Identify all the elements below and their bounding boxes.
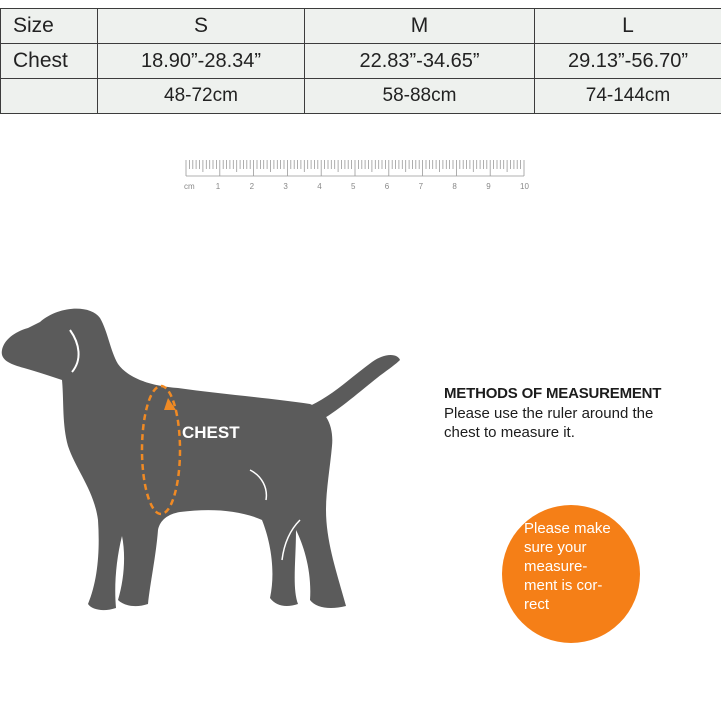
dog-body	[2, 309, 400, 610]
chest-row-label: Chest	[1, 44, 98, 79]
ruler-number-labels	[216, 182, 530, 191]
reminder-line: measure-	[524, 558, 588, 575]
ruler-unit-label: cm	[184, 182, 195, 191]
chest-label: CHEST	[182, 423, 240, 442]
measurement-instructions	[444, 385, 714, 442]
reminder-badge	[502, 505, 640, 643]
chest-cm-row	[1, 79, 721, 114]
chest-inches-m: 22.83”-34.65”	[305, 44, 535, 79]
reminder-line: sure your	[524, 539, 587, 556]
reminder-text	[524, 519, 632, 614]
methods-body	[444, 404, 714, 442]
empty-cell	[1, 79, 98, 114]
size-l-header: L	[535, 9, 721, 44]
chest-cm-l: 74-144cm	[535, 79, 721, 114]
chest-cm-s: 48-72cm	[98, 79, 305, 114]
reminder-line: rect	[524, 596, 550, 613]
ruler-label: 3	[283, 182, 288, 191]
chest-inches-row	[1, 44, 721, 79]
methods-line: Please use the ruler around the	[444, 405, 654, 422]
size-chart-table	[0, 8, 721, 114]
ruler-label: 5	[351, 182, 356, 191]
ruler-label: 4	[317, 182, 322, 191]
size-m-header: M	[305, 9, 535, 44]
ruler-label: 1	[215, 182, 221, 191]
chest-inches-l: 29.13”-56.70”	[535, 44, 721, 79]
ruler-label: 10	[520, 182, 529, 191]
size-header-row	[1, 9, 721, 44]
ruler-graphic	[184, 158, 544, 194]
reminder-line: ment is cor-	[524, 577, 603, 594]
ruler-label: 9	[486, 182, 491, 191]
ruler-label: 8	[452, 182, 457, 191]
size-header-label: Size	[1, 9, 98, 44]
dog-silhouette	[0, 290, 420, 620]
chest-inches-s: 18.90”-28.34”	[98, 44, 305, 79]
chest-cm-m: 58-88cm	[305, 79, 535, 114]
size-s-header: S	[98, 9, 305, 44]
ruler-label: 7	[418, 182, 424, 191]
methods-title: METHODS OF MEASUREMENT	[444, 385, 662, 402]
methods-line: chest to measure it.	[444, 424, 575, 441]
reminder-line: Please make	[524, 520, 611, 537]
ruler-label: 6	[384, 182, 390, 191]
ruler-label: 2	[249, 182, 255, 191]
